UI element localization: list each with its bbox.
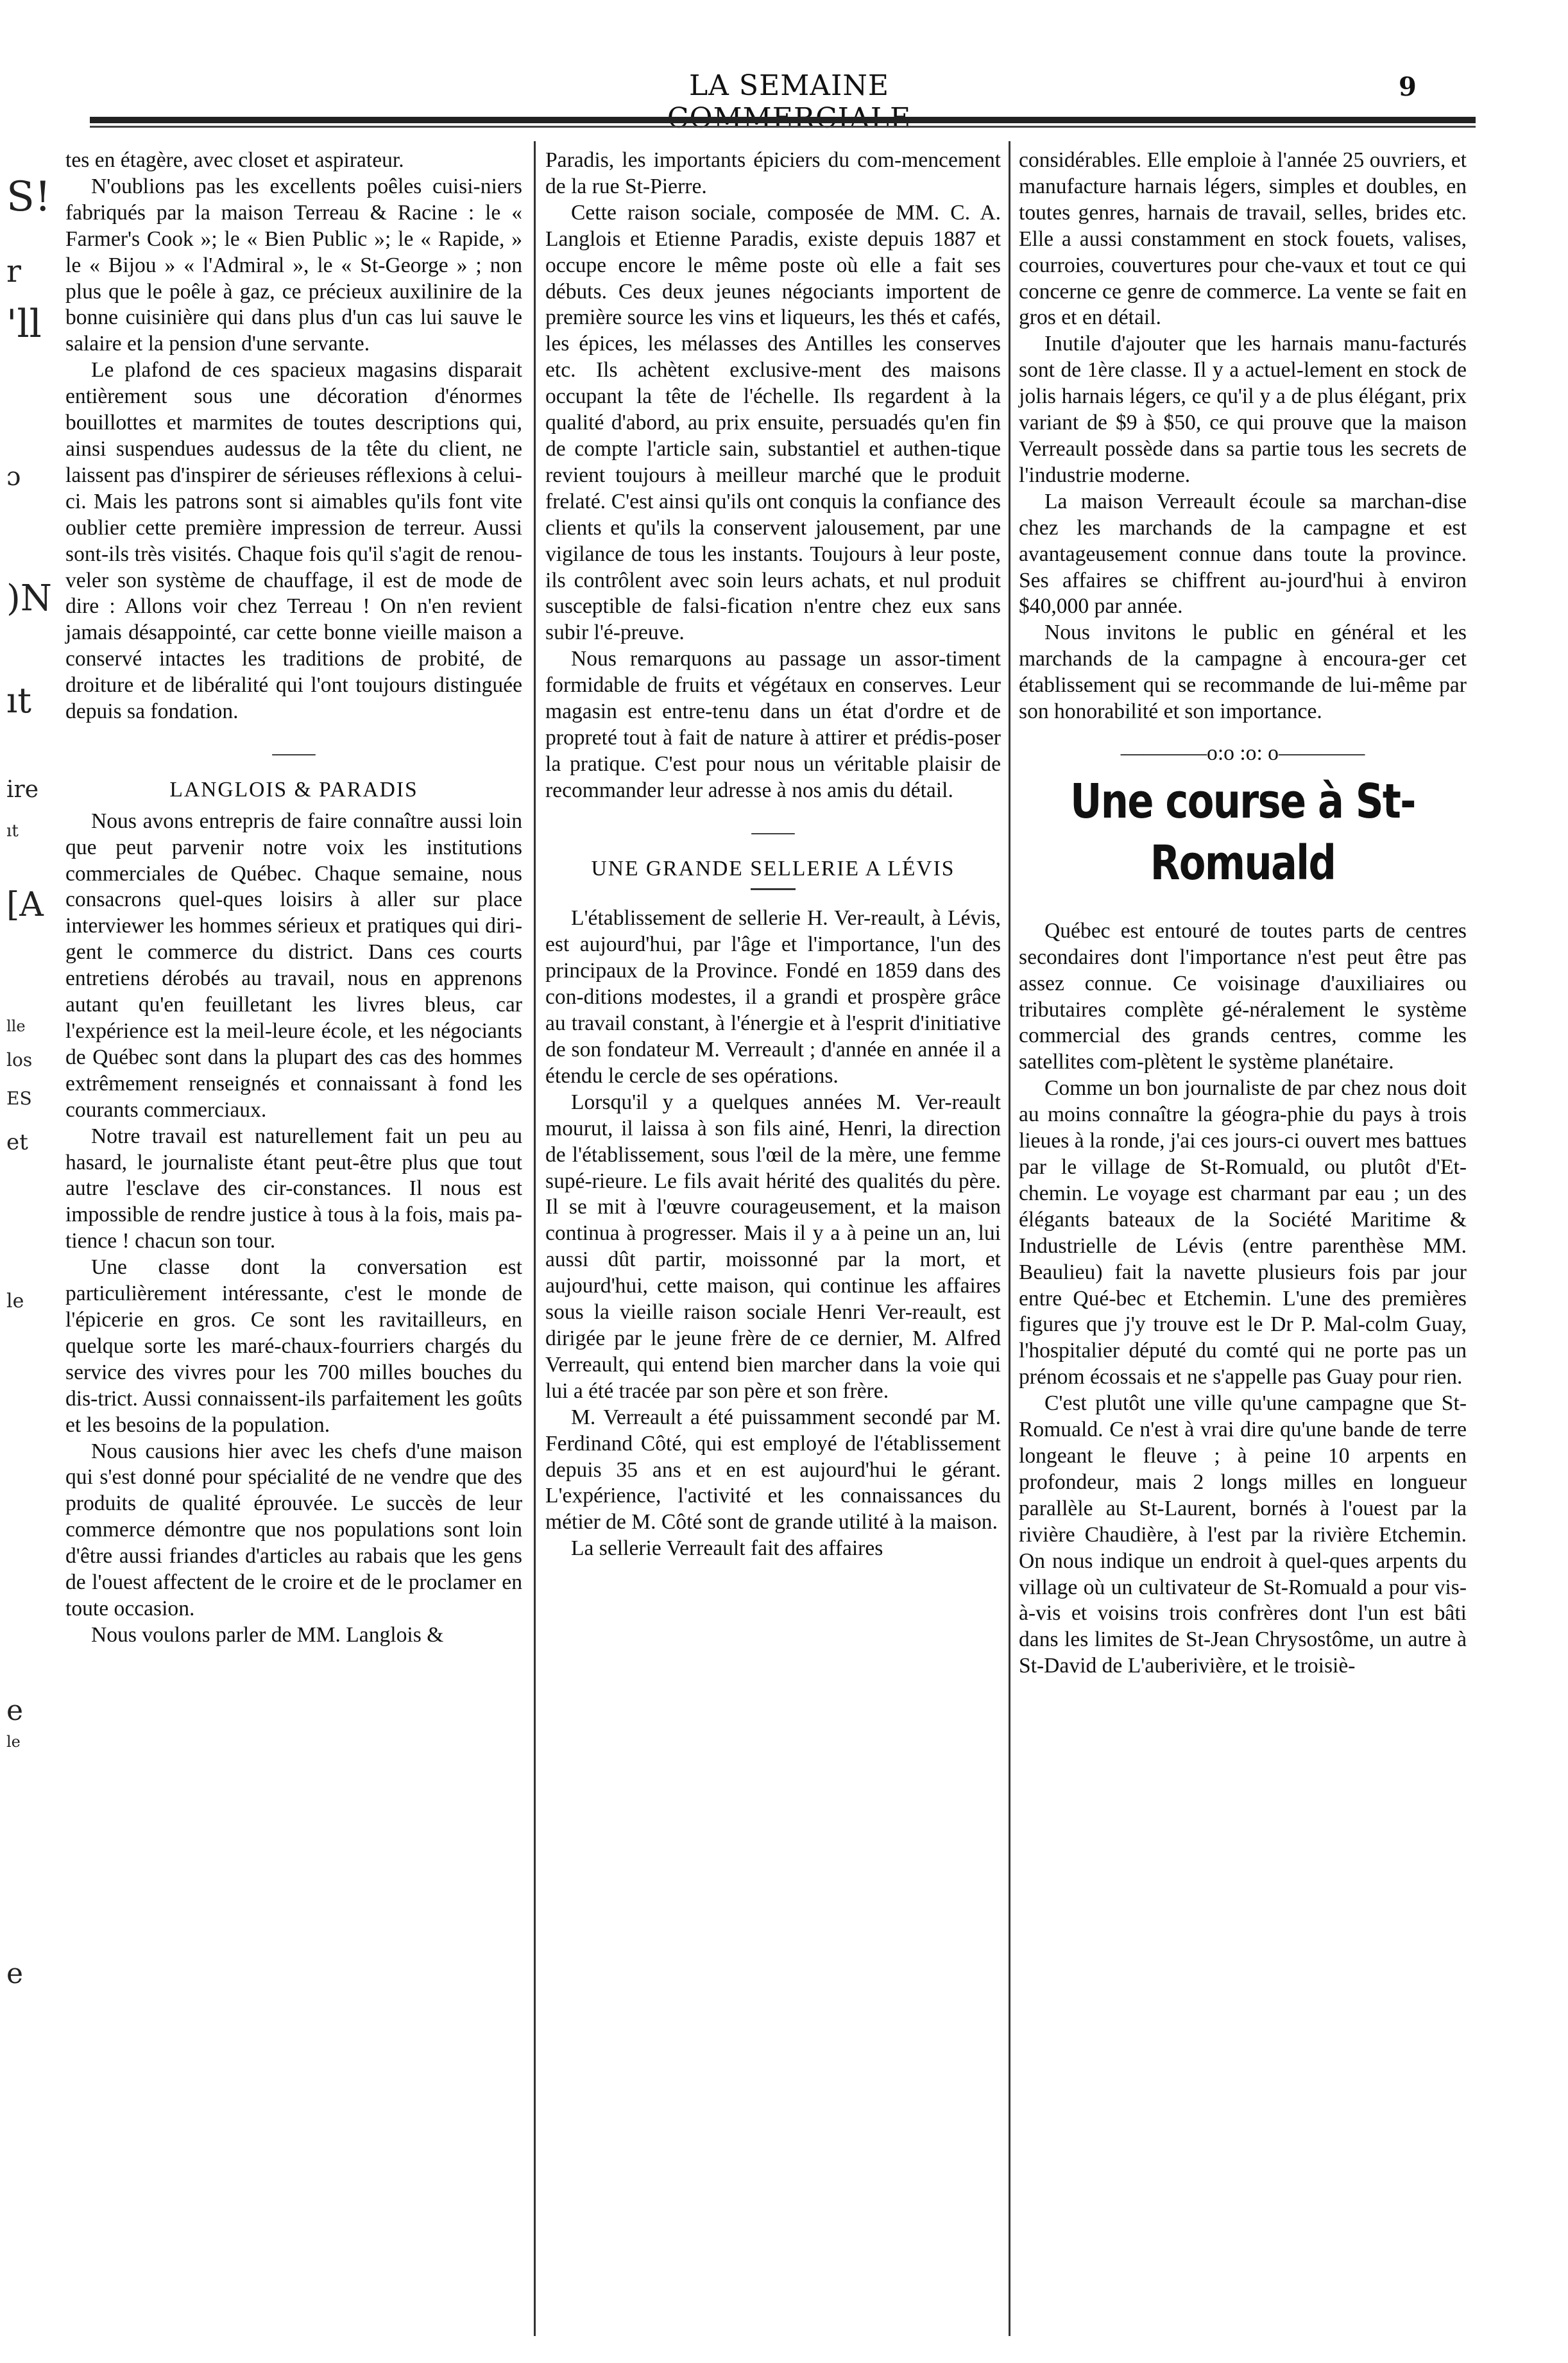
paragraph: Notre travail est naturellement fait un peu au hasard, le journaliste étant peut-être plus que tout autre l'esclave des cir-constances. Il nous est impossible de rendre justice à tous à la fois, mais pa-tience ! chacun son tour. [65, 1124, 522, 1253]
margin-fragment: e [6, 1957, 24, 1990]
margin-fragment: e [6, 1694, 24, 1727]
column-separator [534, 141, 536, 2336]
margin-fragment: S! [6, 173, 51, 221]
paragraph: tes en étagère, avec closet et aspirateur. [65, 148, 404, 172]
margin-fragment: ES [6, 1088, 32, 1109]
column-1 [65, 148, 522, 1649]
margin-fragment: ıt [6, 821, 19, 841]
paragraph: considérables. Elle emploie à l'année 25 ouvriers, et manufacture harnais légers, simples et doubles, en toutes genres, harnais de travail, selles, brides etc. Elle a aussi constamment en stock fouets, valises, courroies, couvertures pour che-vaux et tout ce qui concerne ce genre de commerce. La vente se fait en gros et en détail. [1019, 148, 1467, 330]
header-rule-thin [90, 126, 1476, 128]
paragraph: Le plafond de ces spacieux magasins disparait entièrement sous une décoration d'énormes bouillottes et marmites de toutes descriptions qui, ainsi suspendues audessus de la tête du client, ne laissent pas d'inspirer de sérieuses réflexions à celui-ci. Mais les patrons sont si aimables qu'ils font vite oublier cette première impression de terreur. Aussi sont-ils très visités. Chaque fois qu'il s'agit de renou-veler son système de chauffage, il est de mode de dire : Allons voir chez Terreau ! On n'en revient jamais désappointé, car cette bonne vieille maison a conservé intactes les traditions de probité, de droiture et de libéralité qui l'ont toujours distinguée depuis sa fondation. [65, 358, 522, 724]
margin-fragment: ɔ [6, 462, 21, 492]
column-2 [545, 148, 1001, 1562]
paragraph: Paradis, les importants épiciers du com-mencement de la rue St-Pierre. [545, 148, 1001, 198]
header-rule [90, 117, 1476, 123]
paragraph: La sellerie Verreault fait des affaires [571, 1536, 883, 1561]
paragraph: M. Verreault a été puissamment secondé par M. Ferdinand Côté, qui est employé de l'établissement depuis 35 ans et en est aujourd'hui le gérant. L'expérience, l'activité et les connaissances du métier de M. Côté sont de grande utilité à la maison. [545, 1405, 1001, 1534]
section-ornament: ————o:o :o: o———— [1120, 741, 1365, 765]
paragraph: Comme un bon journaliste de par chez nous doit au moins connaître la géogra-phie du pays à trois lieues à la ronde, j'ai ces jours-ci ouvert mes battues par le village de St-Romuald, ou plutôt d'Et-chemin. Le voyage est charmant par eau ; un des élégants bateaux de la Société Maritime & Industrielle de Lévis (entre parenthèse MM. Beaulieu) fait la navette plusieurs fois par jour entre Qué-bec et Etchemin. L'une des premières figures que j'y trouve est le Dr P. Mal-colm Guay, l'hospitalier député du comté qui ne porte pas un prénom écossais et ne s'appelle pas Guay pour rien. [1019, 1076, 1467, 1389]
paragraph: Une classe dont la conversation est particulièrement intéressante, c'est le monde de l'épicerie en gros. Ce sont les ravitailleurs, en quelque sorte les maré-chaux-fourriers chargés du service des vivres pour les 700 milles bouches du dis-trict. Aussi connaissent-ils parfaitement les goûts et les besoins de la population. [65, 1255, 522, 1437]
margin-fragment: [A [6, 886, 44, 924]
paragraph: Nous causions hier avec les chefs d'une maison qui s'est donné pour spécialité de ne vendre que des produits de qualité éprouvée. Le succès de leur commerce démontre que nos populations sont loin d'être aussi friandes d'articles au rabais que les gens de l'ouest affectent de le croire et de le proclamer en toute occasion. [65, 1439, 522, 1620]
paragraph: Lorsqu'il y a quelques années M. Ver-reault mourut, il laissa à son fils ainé, Henri, la direction de l'établissement, sous l'œil de la mère, une femme supé-rieure. Le fils avait hérité des qualités du père. Il se mit à l'œuvre courageusement, et la maison continua à progresser. Mais il y a à peine un an, lui aussi dût partir, moissonné par la mort, et aujourd'hui, cette maison, qui continue les affaires sous la vieille raison sociale Henri Ver-reault, est dirigée par le jeune frère de ce dernier, M. Alfred Verreault, qui entend bien marcher dans la voie qui lui a été tracée par son père et son frère. [545, 1090, 1001, 1403]
paragraph: Cette raison sociale, composée de MM. C. A. Langlois et Etienne Paradis, existe depuis 1887 et occupe encore le même poste où elle a fait ses débuts. Ces deux jeunes négociants importent de première source les vins et liqueurs, les thés et cafés, les épices, les mélasses des Antilles les conserves etc. Ils achètent exclusive-ment des maisons occupant la tête de l'échelle. Ils regardent à la qualité d'abord, au prix ensuite, persuadés qu'en fin de compte l'article sain, substantiel et authen-tique revient toujours à meilleur marché que le produit frelaté. C'est ainsi qu'ils ont conquis la confiance des clients et qu'ils la conservent jalousement, par une vigilance de tous les instants. Toujours à leur poste, ils contrôlent avec soin leurs achats, et nul produit susceptible de falsi-fication n'entre chez eux sans subir l'é-preuve. [545, 200, 1001, 645]
paragraph: Inutile d'ajouter que les harnais manu-facturés sont de 1ère classe. Il y a actuel-lement en stock de jolis harnais légers, ce qu'il y a de plus élégant, prix variant de $9 à $50, ce qui prouve que la maison Verreault possède dans sa partie tous les secrets de l'industrie moderne. [1019, 332, 1467, 487]
margin-fragment: ıt [6, 680, 31, 721]
margin-fragment: 'll [6, 302, 42, 347]
paragraph: Nous invitons le public en général et les marchands de la campagne à encoura-ger cet établissement qui se recommande de lui-même par son honorabilité et son importance. [1019, 621, 1467, 724]
paragraph: L'établissement de sellerie H. Ver-reault, à Lévis, est aujourd'hui, par l'âge et l'importance, l'un des principaux de la Province. Fondé en 1859 dans des con-ditions modestes, il a grandi et prospère grâce au travail constant, à l'énergie et à l'esprit d'initiative de son fondateur M. Verreault ; d'année en année il a étendu le cercle de ses opérations. [545, 906, 1001, 1088]
section-heading: LANGLOIS & PARADIS [169, 777, 418, 802]
margin-fragment: ire [6, 777, 39, 803]
paragraph: Nous avons entrepris de faire connaître aussi loin que peut parvenir notre voix les institutions commerciales de Québec. Chaque semaine, nous consacrons quel-ques loisirs à aller sur place interviewer les hommes sérieux et pratiques qui diri-gent le commerce du district. Dans ces courts entretiens dérobés au travail, nous en apprenons autant qu'en feuilletant les livres bleus, car l'expérience est la meil-leure école, et les négociants de Québec sont dans la plupart des cas des hommes extrêmement renseignés et connaissant à fond les courants commerciaux. [65, 809, 522, 1122]
paragraph: La maison Verreault écoule sa marchan-dise chez les marchands de la campagne et est avantageusement connue dans toute la province. Ses affaires se chiffrent au-jourd'hui à environ $40,000 par année. [1019, 489, 1467, 619]
margin-fragment: le [6, 1733, 21, 1751]
margin-fragment: et [6, 1130, 28, 1155]
running-header-title: LA SEMAINE [688, 69, 890, 102]
column-3 [1019, 148, 1467, 1680]
margin-fragment: lle [6, 1017, 26, 1035]
column-separator [1009, 141, 1010, 2336]
paragraph: Québec est entouré de toutes parts de centres secondaires dont l'importance n'est peut être pas assez connue. Ce voisinage d'auxiliaires ou tributaires complète gé-néralement le système commercial des grands centres, comme les satellites com-plètent le système planétaire. [1019, 918, 1467, 1074]
section-heading: UNE GRANDE SELLERIE A LÉVIS [591, 856, 955, 881]
paragraph: C'est plutôt une ville qu'une campagne que St-Romuald. Ce n'est à vrai dire qu'une bande de terre longeant le fleuve ; à peine 10 arpents en profondeur, mais 2 longs milles en longueur parallèle au St-Laurent, bornés à l'ouest par la rivière Chaudière, à l'est par la rivière Etchemin. On nous indique un endroit à quel-ques arpents du village où un cultivateur de St-Romuald a pour vis-à-vis et voisins trois confrères dont l'un est bâti dans les limites de St-Jean Chrysostôme, un autre à St-David de L'auberivière, et le troisiè- [1019, 1391, 1467, 1678]
margin-fragment: los [6, 1049, 33, 1070]
article-headline: Une course à St-Romuald [1070, 773, 1415, 891]
margin-fragment: r [6, 253, 21, 289]
margin-fragment: )N [6, 578, 52, 619]
short-rule [751, 888, 796, 890]
page-number: 9 [1399, 72, 1417, 102]
paragraph: N'oublions pas les excellents poêles cuisi-niers fabriqués par la maison Terreau & Racine : le « Farmer's Cook »; le « Bien Public »; le « Rapide, » le « Bijou » « l'Admiral », le « St-George » ; non plus que le poêle à gaz, ce précieux auxilinire de la bonne cuisinière qui dans plus d'un cas lui sauve le salaire et la pension d'une servante. [65, 174, 522, 356]
section-ornament: —— [272, 741, 316, 765]
margin-fragment: le [6, 1290, 24, 1312]
section-ornament: —— [751, 820, 795, 844]
paragraph: Nous remarquons au passage un assor-timent formidable de fruits et végétaux en conserves. Leur magasin est entre-tenu dans un état d'ordre et de propreté tout à fait de nature à attirer et prédis-poser la pratique. C'est pour nous un véritable plaisir de recommander leur adresse à nos amis du détail. [545, 647, 1001, 802]
paragraph: Nous voulons parler de MM. Langlois & [91, 1622, 444, 1647]
